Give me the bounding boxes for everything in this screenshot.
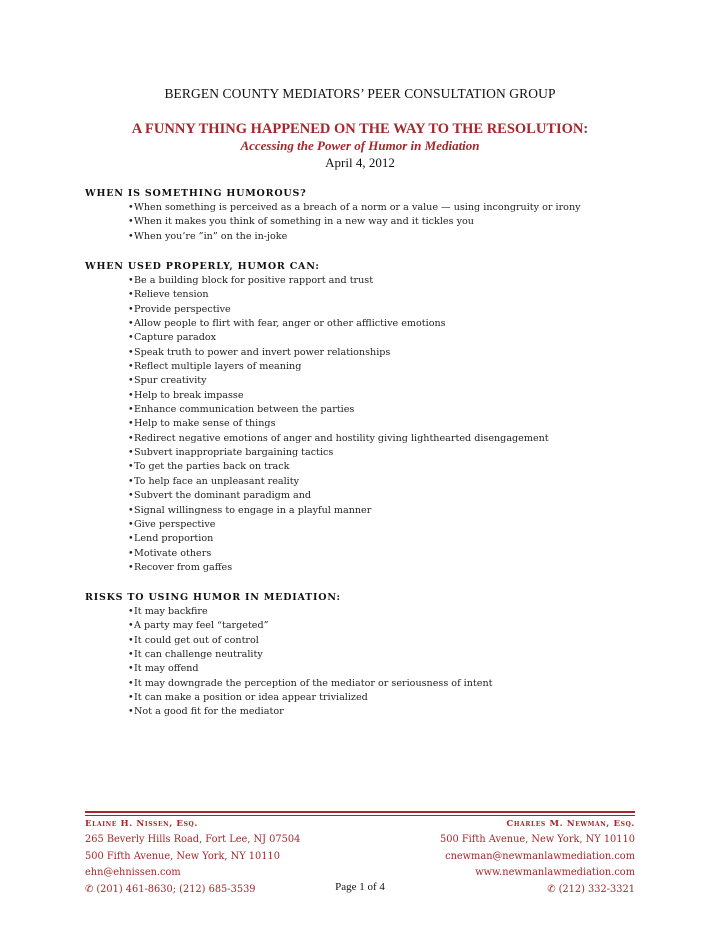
list-item-text: Spur creativity xyxy=(134,375,207,387)
bullet-icon: • xyxy=(128,418,134,430)
bullet-icon: • xyxy=(128,490,134,502)
list-item xyxy=(128,403,685,417)
list-item-text: Signal willingness to engage in a playful manner xyxy=(134,504,372,516)
list-item xyxy=(128,705,685,719)
list-item-text: Capture paradox xyxy=(134,332,217,344)
bullet-icon: • xyxy=(128,432,134,444)
list-item-text: Speak truth to power and invert power relationships xyxy=(134,346,391,358)
bullet-icon: • xyxy=(128,649,134,661)
section-heading: WHEN USED PROPERLY, HUMOR CAN: xyxy=(85,261,320,272)
list-item-text: Help to make sense of things xyxy=(134,418,276,430)
contact-name: Charles M. Newman, Esq. xyxy=(506,819,635,829)
section-heading: RISKS TO USING HUMOR IN MEDIATION: xyxy=(85,592,341,603)
bullet-icon: • xyxy=(128,706,134,718)
list-item xyxy=(128,504,685,518)
list-item-text: It can make a position or idea appear trivialized xyxy=(134,692,368,704)
contact-email-link[interactable]: cnewman@newmanlawmediation.com xyxy=(445,850,635,862)
footer-divider xyxy=(85,811,635,813)
list-item-text: Relieve tension xyxy=(134,289,209,301)
list-item-text: Help to break impasse xyxy=(134,389,244,401)
list-item-text: Allow people to flirt with fear, anger or other afflictive emotions xyxy=(134,318,446,330)
list-item-text: It may downgrade the perception of the mediator or seriousness of intent xyxy=(134,677,493,689)
bullet-icon: • xyxy=(128,518,134,530)
list-item xyxy=(128,331,685,345)
list-item-text: When something is perceived as a breach of a norm or a value — using incongruity or irony xyxy=(134,202,581,213)
bullet-icon: • xyxy=(128,230,134,242)
list-item xyxy=(128,662,685,676)
contact-website-link[interactable]: www.newmanlawmediation.com xyxy=(475,867,635,879)
list-item-text: A party may feel “targeted” xyxy=(134,620,269,632)
list-item xyxy=(128,619,685,633)
list-item xyxy=(128,605,685,619)
list-item xyxy=(128,475,685,489)
list-item xyxy=(128,389,685,403)
list-item xyxy=(128,360,685,374)
list-item xyxy=(128,288,685,302)
bullet-icon: • xyxy=(128,461,134,473)
bullet-icon: • xyxy=(128,634,134,646)
list-item-text: To help face an unpleasant reality xyxy=(134,475,299,487)
bullet-icon: • xyxy=(128,289,134,301)
bullet-icon: • xyxy=(128,332,134,344)
list-item-text: Reflect multiple layers of meaning xyxy=(134,361,302,373)
contact-address: 500 Fifth Avenue, New York, NY 10110 xyxy=(85,850,280,862)
bullet-icon: • xyxy=(128,361,134,373)
list-item xyxy=(128,317,685,331)
bullet-list xyxy=(85,274,685,575)
list-item xyxy=(128,648,685,662)
list-item xyxy=(128,374,685,388)
bullet-icon: • xyxy=(128,561,134,573)
list-item xyxy=(128,561,685,575)
bullet-icon: • xyxy=(128,375,134,387)
section-when-humorous xyxy=(85,187,685,244)
list-item-text: Be a building block for positive rapport and trust xyxy=(134,275,374,286)
list-item-text: Provide perspective xyxy=(134,303,231,315)
list-item-text: To get the parties back on track xyxy=(134,461,290,473)
list-item-text: Motivate others xyxy=(134,547,212,559)
organization-name: BERGEN COUNTY MEDIATORS’ PEER CONSULTATION GROUP xyxy=(164,86,556,101)
list-item xyxy=(128,446,685,460)
list-item-text: It may backfire xyxy=(134,606,208,617)
bullet-icon: • xyxy=(128,533,134,545)
bullet-icon: • xyxy=(128,677,134,689)
bullet-icon: • xyxy=(128,663,134,675)
list-item xyxy=(128,677,685,691)
document-title: A FUNNY THING HAPPENED ON THE WAY TO THE RESOLUTION: xyxy=(131,121,589,137)
bullet-icon: • xyxy=(128,318,134,330)
bullet-icon: • xyxy=(128,346,134,358)
page-number: Page 1 of 4 xyxy=(335,881,385,893)
bullet-icon: • xyxy=(128,620,134,632)
document-date: April 4, 2012 xyxy=(325,155,395,170)
list-item-text: Subvert inappropriate bargaining tactics xyxy=(134,447,334,459)
list-item xyxy=(128,215,685,229)
bullet-icon: • xyxy=(128,202,134,213)
list-item-text: When you’re ”in” on the in-joke xyxy=(134,230,288,242)
bullet-icon: • xyxy=(128,303,134,315)
bullet-icon: • xyxy=(128,389,134,401)
list-item xyxy=(128,274,685,288)
list-item xyxy=(128,532,685,546)
document-subtitle: Accessing the Power of Humor in Mediation xyxy=(240,138,480,153)
bullet-icon: • xyxy=(128,504,134,516)
list-item-text: It may offend xyxy=(134,663,199,675)
list-item xyxy=(128,460,685,474)
list-item-text: Recover from gaffes xyxy=(134,561,233,573)
contact-address: 265 Beverly Hills Road, Fort Lee, NJ 07504 xyxy=(85,834,301,846)
contact-email-link[interactable]: ehn@ehnissen.com xyxy=(85,867,181,879)
bullet-icon: • xyxy=(128,547,134,559)
contact-phone: ✆ (201) 461-8630; (212) 685-3539 xyxy=(85,883,256,895)
bullet-icon: • xyxy=(128,447,134,459)
list-item-text: It can challenge neutrality xyxy=(134,649,263,661)
list-item-text: Redirect negative emotions of anger and hostility giving lighthearted disengagement xyxy=(134,432,549,444)
list-item xyxy=(128,201,685,215)
list-item xyxy=(128,303,685,317)
bullet-list xyxy=(85,605,685,720)
bullet-icon: • xyxy=(128,275,134,286)
list-item-text: It could get out of control xyxy=(134,634,259,646)
list-item-text: Not a good fit for the mediator xyxy=(134,706,284,718)
list-item xyxy=(128,417,685,431)
list-item xyxy=(128,346,685,360)
section-humor-can xyxy=(85,260,685,575)
list-item-text: Give perspective xyxy=(134,518,216,530)
contact-address: 500 Fifth Avenue, New York, NY 10110 xyxy=(440,834,635,846)
section-risks xyxy=(85,591,685,720)
bullet-list xyxy=(85,201,685,244)
bullet-icon: • xyxy=(128,404,134,416)
bullet-icon: • xyxy=(128,606,134,617)
section-heading: WHEN IS SOMETHING HUMOROUS? xyxy=(85,188,307,199)
list-item xyxy=(128,518,685,532)
list-item xyxy=(128,691,685,705)
bullet-icon: • xyxy=(128,475,134,487)
list-item xyxy=(128,547,685,561)
list-item-text: Lend proportion xyxy=(134,533,214,545)
list-item xyxy=(128,634,685,648)
bullet-icon: • xyxy=(128,216,134,228)
list-item xyxy=(128,489,685,503)
list-item-text: When it makes you think of something in a new way and it tickles you xyxy=(134,216,474,228)
contact-phone: ✆ (212) 332-3321 xyxy=(547,883,635,895)
list-item-text: Subvert the dominant paradigm and xyxy=(134,490,312,502)
list-item xyxy=(128,432,685,446)
contact-name: Elaine H. Nissen, Esq. xyxy=(85,819,198,829)
list-item-text: Enhance communication between the parties xyxy=(134,404,355,416)
bullet-icon: • xyxy=(128,692,134,704)
list-item xyxy=(128,230,685,244)
